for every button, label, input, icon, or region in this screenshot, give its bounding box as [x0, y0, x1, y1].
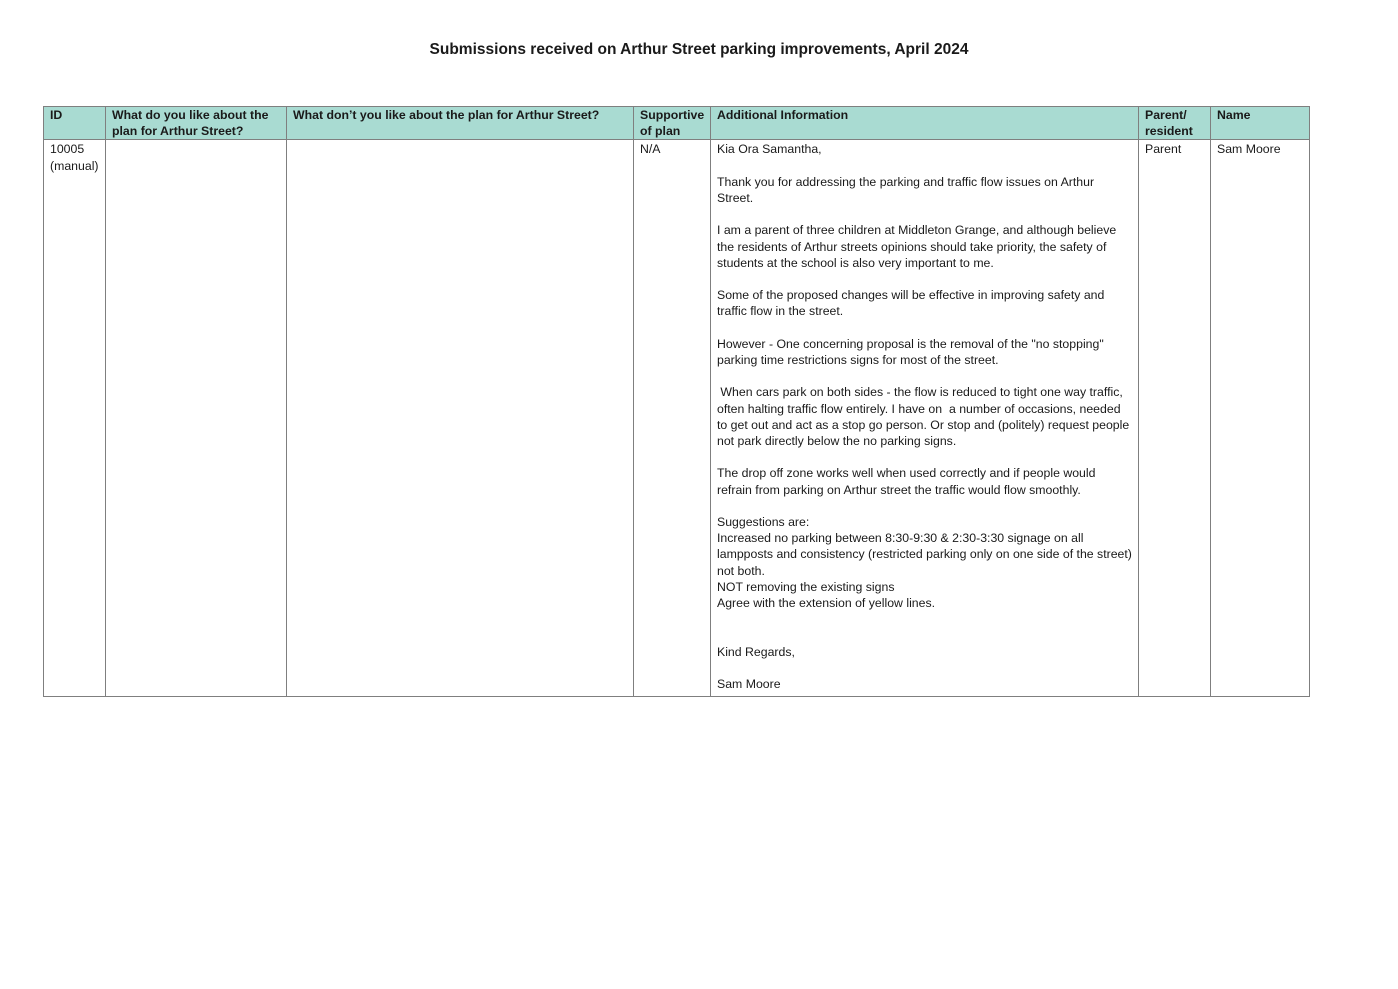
letter-paragraph-1: Thank you for addressing the parking and traffic flow issues on Arthur Street. [717, 174, 1098, 205]
header-name: Name [1211, 107, 1310, 140]
cell-parent-resident: Parent [1139, 140, 1211, 697]
table-header-row [44, 107, 1310, 140]
suggestions-heading: Suggestions are: [717, 514, 810, 529]
letter-paragraph-6: The drop off zone works well when used correctly and if people would refrain from parking on Arthur street the traffic would flow smoothly. [717, 466, 1099, 497]
cell-likes [106, 140, 287, 697]
cell-name: Sam Moore [1211, 140, 1310, 697]
letter-greeting: Kia Ora Samantha, [717, 142, 822, 157]
suggestion-item: Increased no parking between 8:30-9:30 & 2:30-3:30 signage on all lampposts and consistency (restricted parking only on one side of the street) not both. [717, 531, 1136, 578]
header-parent-resident: Parent/ resident [1139, 107, 1211, 140]
header-dislikes: What don’t you like about the plan for Arthur Street? [287, 107, 634, 140]
submissions-table [43, 106, 1310, 697]
header-supportive: Supportive of plan [634, 107, 711, 140]
suggestion-item: Agree with the extension of yellow lines. [717, 595, 936, 610]
cell-additional-information [711, 140, 1139, 697]
header-additional-information: Additional Information [711, 107, 1139, 140]
cell-id [44, 140, 106, 697]
header-id: ID [44, 107, 106, 140]
table-row [44, 140, 1310, 697]
submission-id-note: (manual) [50, 158, 99, 173]
letter-paragraph-3: Some of the proposed changes will be effective in improving safety and traffic flow in the street. [717, 288, 1108, 319]
submission-id: 10005 [50, 142, 85, 157]
letter-signature: Sam Moore [717, 676, 781, 691]
suggestion-item: NOT removing the existing signs [717, 579, 895, 594]
header-likes: What do you like about the plan for Arthur Street? [106, 107, 287, 140]
letter-closing: Kind Regards, [717, 644, 795, 659]
blank-line [717, 627, 1132, 643]
cell-supportive: N/A [634, 140, 711, 697]
page-title: Submissions received on Arthur Street parking improvements, April 2024 [429, 41, 969, 58]
letter-paragraph-4: However - One concerning proposal is the removal of the "no stopping" parking time restrictions signs for most of the street. [717, 336, 1108, 367]
cell-dislikes [287, 140, 634, 697]
blank-line [717, 611, 1132, 627]
letter-paragraph-5: When cars park on both sides - the flow is reduced to tight one way traffic, often halting traffic flow entirely. I have on a number of occasions, needed to get out and act as a stop go person. Or stop and (politely) request people not park directly below the no parking signs. [717, 385, 1133, 448]
letter-paragraph-2: I am a parent of three children at Middleton Grange, and although believe the residents of Arthur streets opinions should take priority, the safety of students at the school is also very important to me. [717, 223, 1120, 270]
